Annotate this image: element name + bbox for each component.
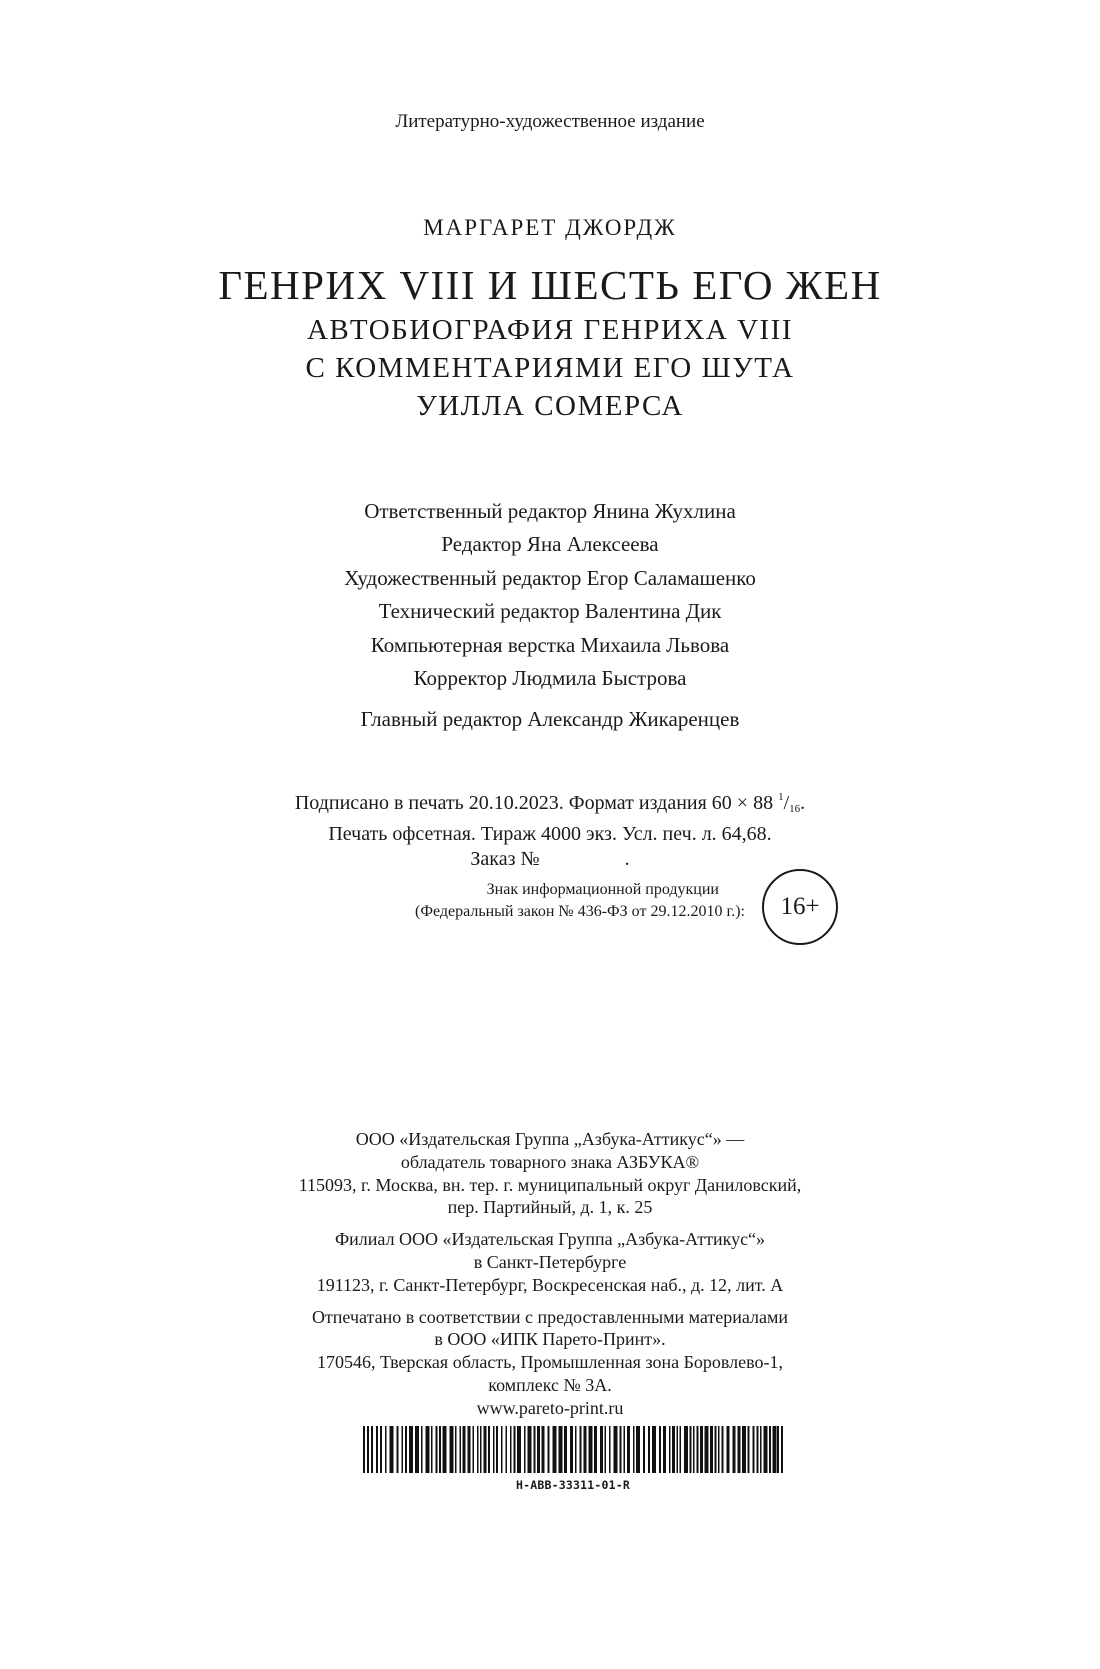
barcode-bar xyxy=(633,1426,635,1473)
barcode-bar xyxy=(773,1426,777,1473)
barcode-bar xyxy=(648,1426,650,1473)
barcode-bar xyxy=(748,1426,750,1473)
barcode-bar xyxy=(460,1426,462,1473)
barcode-bar xyxy=(705,1426,709,1473)
subtitle-line: С КОММЕНТАРИЯМИ ЕГО ШУТА xyxy=(305,352,795,384)
barcode-bar xyxy=(718,1426,720,1473)
staff-credits xyxy=(0,495,1100,695)
printer-line: комплекс № 3А. xyxy=(488,1374,612,1395)
barcode-bar xyxy=(672,1426,675,1473)
publisher-block-spb xyxy=(0,1228,1100,1296)
publisher-line: пер. Партийный, д. 1, к. 25 xyxy=(447,1197,653,1218)
info-mark-text xyxy=(300,879,745,923)
barcode-bar xyxy=(390,1426,394,1473)
print-info xyxy=(0,785,1100,872)
print-line-1-text: Подписано в печать 20.10.2023. Формат издания 60 × 88 xyxy=(294,792,779,814)
barcode-bar xyxy=(488,1426,490,1473)
order-label: Заказ № xyxy=(470,848,540,870)
author-name: МАРГАРЕТ ДЖОРДЖ xyxy=(423,215,677,240)
barcode-label: H-ABB-33311-01-R xyxy=(516,1478,630,1492)
barcode-bar xyxy=(524,1426,526,1473)
staff-line: Ответственный редактор Янина Жухлина xyxy=(364,499,736,523)
barcode-bar xyxy=(455,1426,457,1473)
barcode-bar xyxy=(624,1426,626,1473)
barcode-bar xyxy=(760,1426,762,1473)
printer-line: в ООО «ИПК Парето-Принт». xyxy=(434,1329,666,1350)
barcode-bar xyxy=(376,1426,378,1473)
barcode-bar xyxy=(715,1426,717,1473)
publisher-line: 191123, г. Санкт-Петербург, Воскресенская наб., д. 12, лит. А xyxy=(316,1274,784,1295)
edition-type: Литературно-художественное издание xyxy=(395,111,705,132)
age-rating-badge: 16+ xyxy=(762,869,838,945)
barcode-bar xyxy=(753,1426,755,1473)
barcode-bar xyxy=(722,1426,724,1473)
barcode-bar xyxy=(367,1426,369,1473)
print-line-1 xyxy=(0,785,1100,822)
barcode-bar xyxy=(684,1426,688,1473)
barcode-bar xyxy=(402,1426,404,1473)
barcode-bar xyxy=(363,1426,365,1473)
barcode-bar xyxy=(415,1426,419,1473)
barcode-bar xyxy=(777,1426,779,1473)
barcode-bar xyxy=(636,1426,640,1473)
staff-line: Редактор Яна Алексеева xyxy=(441,532,659,557)
barcode-bar xyxy=(594,1426,597,1473)
format-slash: / xyxy=(783,792,790,814)
barcode-bar xyxy=(405,1426,407,1473)
barcode-bar xyxy=(757,1426,759,1473)
barcode-bar xyxy=(443,1426,447,1473)
barcode-bars xyxy=(363,1426,783,1473)
barcode-bar xyxy=(528,1426,532,1473)
staff-line: Художественный редактор Егор Саламашенко xyxy=(344,565,756,590)
barcode-bar xyxy=(431,1426,433,1473)
barcode-bar xyxy=(480,1426,482,1473)
barcode-bar xyxy=(659,1426,661,1473)
barcode-bar xyxy=(397,1426,399,1473)
barcode-bar xyxy=(496,1426,498,1473)
barcode-bar xyxy=(652,1426,656,1473)
barcode-bar xyxy=(463,1426,466,1473)
barcode-bar xyxy=(693,1426,695,1473)
barcode-bar xyxy=(589,1426,593,1473)
publisher-line: в Санкт-Петербурге xyxy=(473,1251,627,1272)
barcode-bar xyxy=(680,1426,682,1473)
book-title: ГЕНРИХ VIII И ШЕСТЬ ЕГО ЖЕН xyxy=(218,262,882,308)
barcode-bar xyxy=(570,1426,573,1473)
barcode-bar xyxy=(669,1426,671,1473)
barcode-bar xyxy=(677,1426,679,1473)
barcode-bar xyxy=(439,1426,441,1473)
barcode-bar xyxy=(700,1426,703,1473)
barcode-bar xyxy=(663,1426,666,1473)
publisher-line: Филиал ООО «Издательская Группа „Азбука-Аттикус“» xyxy=(334,1229,766,1250)
barcode-bar xyxy=(710,1426,713,1473)
barcode-bar xyxy=(742,1426,746,1473)
barcode-bar xyxy=(600,1426,603,1473)
barcode-bar xyxy=(534,1426,536,1473)
printer-line: Отпечатано в соответствии с предоставленными материалами xyxy=(311,1306,789,1327)
barcode-bar xyxy=(564,1426,567,1473)
barcode-bar xyxy=(609,1426,611,1473)
barcode-bar xyxy=(542,1426,545,1473)
barcode-bar xyxy=(733,1426,736,1473)
publisher-info xyxy=(0,1128,1100,1420)
book-subtitle xyxy=(0,311,1100,425)
print-line-1-end: . xyxy=(800,792,806,814)
publisher-block-moscow xyxy=(0,1128,1100,1219)
barcode-bar xyxy=(575,1426,577,1473)
subtitle-line: УИЛЛА СОМЕРСА xyxy=(416,390,684,422)
barcode-bar xyxy=(473,1426,475,1473)
barcode-bar xyxy=(727,1426,730,1473)
barcode-bar xyxy=(436,1426,438,1473)
barcode-bar xyxy=(484,1426,487,1473)
barcode-bar xyxy=(371,1426,373,1473)
barcode-bar xyxy=(614,1426,618,1473)
barcode-bar xyxy=(493,1426,495,1473)
barcode-bar xyxy=(501,1426,503,1473)
order-end: . xyxy=(624,848,630,870)
barcode-bar xyxy=(627,1426,630,1473)
barcode-bar xyxy=(781,1426,783,1473)
format-numerator: 1 xyxy=(778,791,784,803)
barcode-bar xyxy=(409,1426,413,1473)
order-line xyxy=(0,847,1100,872)
barcode-bar xyxy=(537,1426,540,1473)
barcode-bar xyxy=(697,1426,699,1473)
publisher-line: 115093, г. Москва, вн. тер. г. муниципальный округ Даниловский, xyxy=(298,1174,802,1195)
staff-line: Корректор Людмила Быстрова xyxy=(413,666,687,691)
barcode-bar xyxy=(553,1426,557,1473)
barcode-bar xyxy=(769,1426,771,1473)
barcode-bar xyxy=(514,1426,516,1473)
barcode-bar xyxy=(468,1426,471,1473)
barcode-bar xyxy=(426,1426,430,1473)
barcode-bar xyxy=(643,1426,645,1473)
info-mark-line-2: (Федеральный закон № 436-ФЗ от 29.12.2010 г.): xyxy=(414,903,745,920)
barcode-bar xyxy=(477,1426,479,1473)
info-mark-line-1: Знак информационной продукции xyxy=(486,881,719,898)
barcode-bar xyxy=(548,1426,550,1473)
subtitle-line: АВТОБИОГРАФИЯ ГЕНРИХА VIII xyxy=(306,314,793,346)
barcode-bar xyxy=(380,1426,382,1473)
barcode-bar xyxy=(450,1426,454,1473)
barcode-bar xyxy=(580,1426,582,1473)
barcode xyxy=(363,1426,783,1473)
barcode-bar xyxy=(421,1426,423,1473)
barcode-bar xyxy=(690,1426,692,1473)
barcode-bar xyxy=(620,1426,622,1473)
barcode-bar xyxy=(506,1426,508,1473)
barcode-bar xyxy=(584,1426,587,1473)
barcode-bar xyxy=(738,1426,741,1473)
barcode-bar xyxy=(510,1426,512,1473)
barcode-bar xyxy=(605,1426,607,1473)
printer-block xyxy=(0,1306,1100,1420)
print-line-2: Печать офсетная. Тираж 4000 экз. Усл. печ. л. 64,68. xyxy=(328,823,772,845)
printer-line: 170546, Тверская область, Промышленная зона Боровлево-1, xyxy=(316,1352,784,1373)
barcode-bar xyxy=(385,1426,387,1473)
staff-line: Компьютерная верстка Михаила Львова xyxy=(370,632,730,657)
publisher-line: обладатель товарного знака АЗБУКА® xyxy=(400,1151,700,1172)
format-denominator: 16 xyxy=(789,803,801,815)
staff-line: Технический редактор Валентина Дик xyxy=(378,599,722,624)
printer-website[interactable]: www.pareto-print.ru xyxy=(476,1397,624,1418)
barcode-bar xyxy=(764,1426,768,1473)
publisher-line: ООО «Издательская Группа „Азбука-Аттикус“» — xyxy=(355,1129,745,1149)
chief-editor: Главный редактор Александр Жикаренцев xyxy=(360,707,740,731)
barcode-bar xyxy=(559,1426,563,1473)
barcode-bar xyxy=(517,1426,521,1473)
